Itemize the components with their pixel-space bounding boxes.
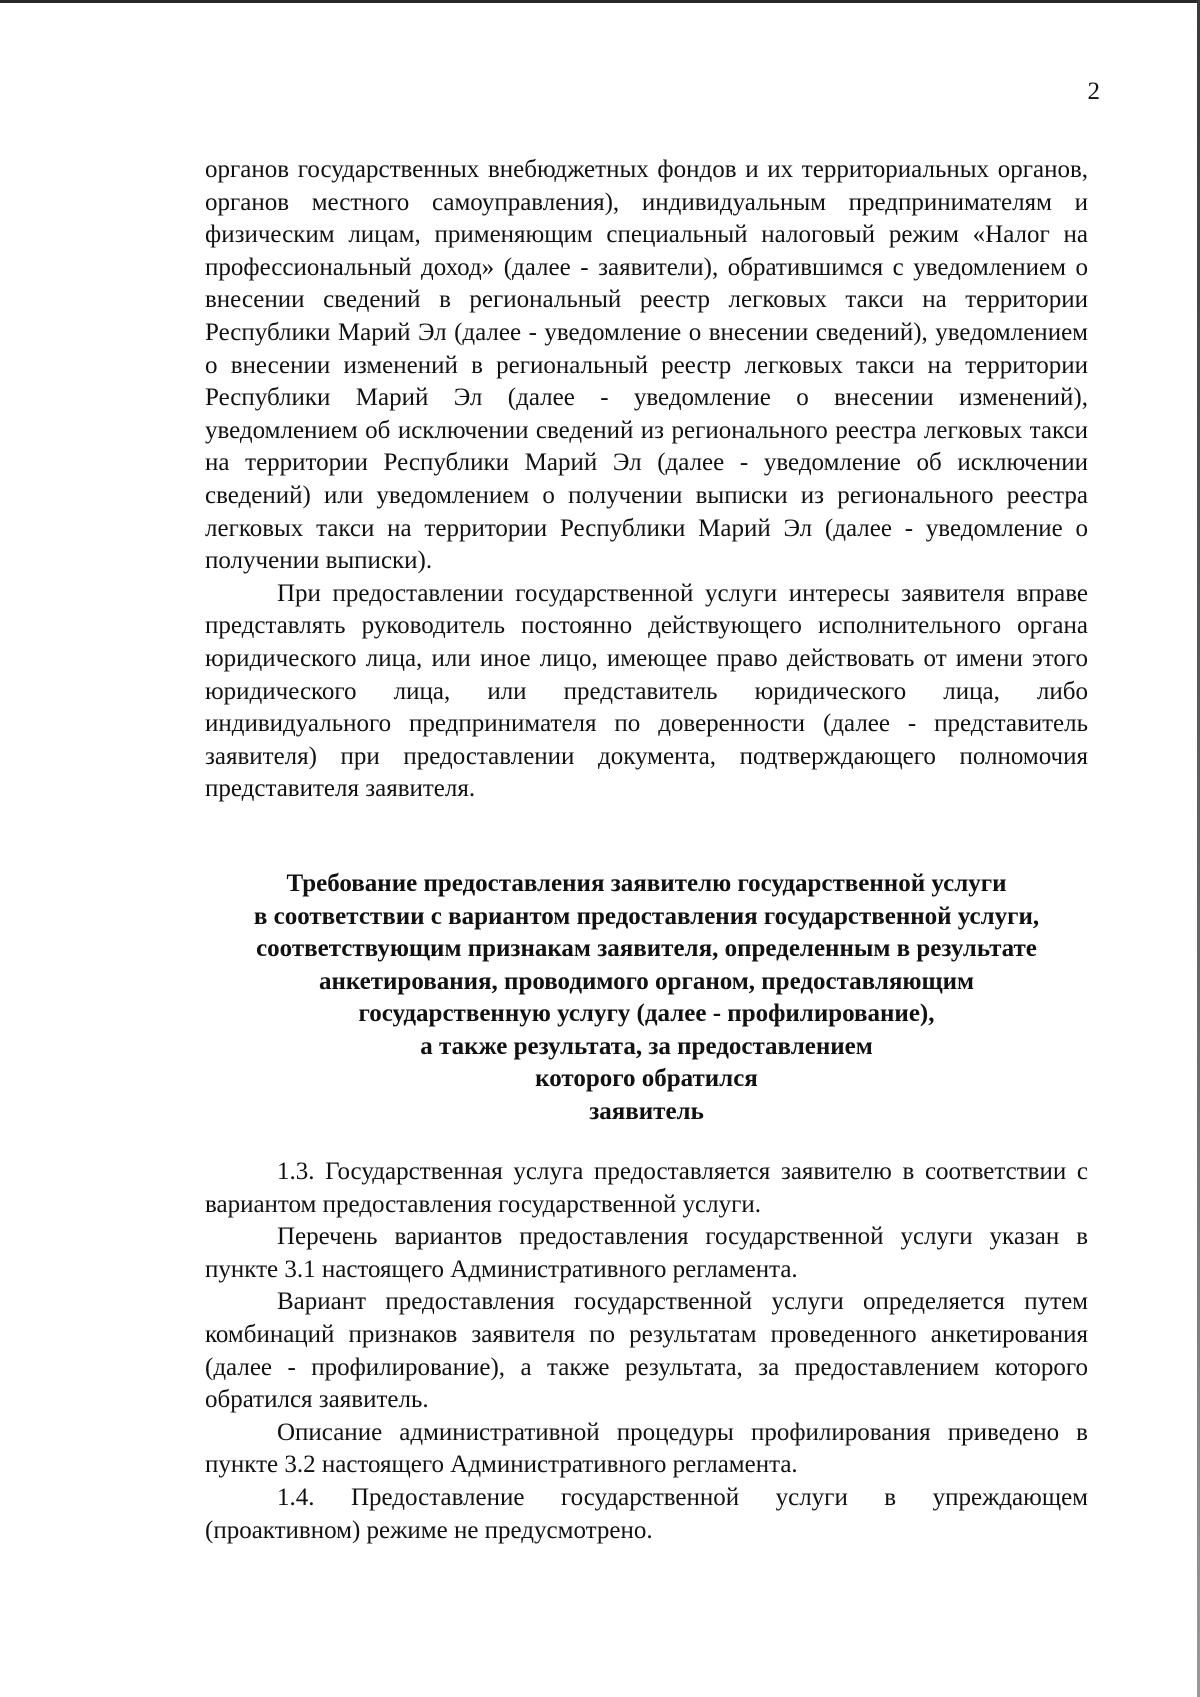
heading-line: заявитель [589,1097,704,1125]
heading-line: в соответствии с вариантом предоставления государственной услуги, [253,902,1040,930]
heading-line: а также результата, за предоставлением [420,1032,873,1060]
heading-line: Требование предоставления заявителю государственной услуги [286,870,1007,897]
section-paragraph: 1.3. Государственная услуга предоставляется заявителю в соответствии с вариантом предоставления государственной услуги. [205,1158,1088,1218]
section-paragraph: 1.4. Предоставление государственной услуги в упреждающем (проактивном) режиме не предусмотрено. [205,1483,1088,1544]
heading-line: анкетирования, проводимого органом, предоставляющим [318,967,975,995]
heading-line: соответствующим признакам заявителя, определенным в результате [256,935,1037,962]
intro-text [205,154,1088,806]
intro-paragraph: При предоставлении государственной услуги интересы заявителя вправе представлять руководитель постоянно действующего исполнительного органа юридического лица, или иное лицо, имеющее право действовать от имени этого юридического лица, или представитель юридического лица, либо индивидуального предпринимателя по доверенности (далее - представитель заявителя) при предоставлении документа, подтверждающего полномочия представителя заявителя. [205,579,1088,803]
page-number: 2 [1087,78,1100,105]
scan-edge-top [0,0,1200,3]
section-heading [205,868,1088,1128]
section-paragraph: Описание административной процедуры профилирования приведено в пункте 3.2 настоящего Административного регламента. [205,1418,1088,1479]
heading-line: государственную услугу (далее - профилирование), [358,1000,935,1027]
section-body [205,1156,1088,1547]
heading-line: которого обратился [535,1065,758,1092]
section-paragraph: Вариант предоставления государственной услуги определяется путем комбинаций признаков заявителя по результатам проведенного анкетирования (далее - профилирование), а также результата, за предоставлением которого обратился заявитель. [205,1288,1088,1414]
intro-paragraph: органов государственных внебюджетных фондов и их территориальных органов, органов местного самоуправления), индивидуальным предпринимателям и физическим лицам, применяющим специальный налоговый режим «Налог на профессиональный доход» (далее - заявители), обратившимся с уведомлением о внесении сведений в региональный реестр легковых такси на территории Республики Марий Эл (далее - уведомление о внесении сведений), уведомлением о внесении изменений в региональный реестр легковых такси на территории Республики Марий Эл (далее - уведомление о внесении изменений), уведомлением об исключении сведений из регионального реестра легковых такси на территории Республики Марий Эл (далее - уведомление об исключении сведений) или уведомлением о получении выписки из регионального реестра легковых такси на территории Республики Марий Эл (далее - уведомление о получении выписки). [205,156,1088,575]
section-paragraph: Перечень вариантов предоставления государственной услуги указан в пункте 3.1 настоящего Административного регламента. [205,1223,1088,1283]
